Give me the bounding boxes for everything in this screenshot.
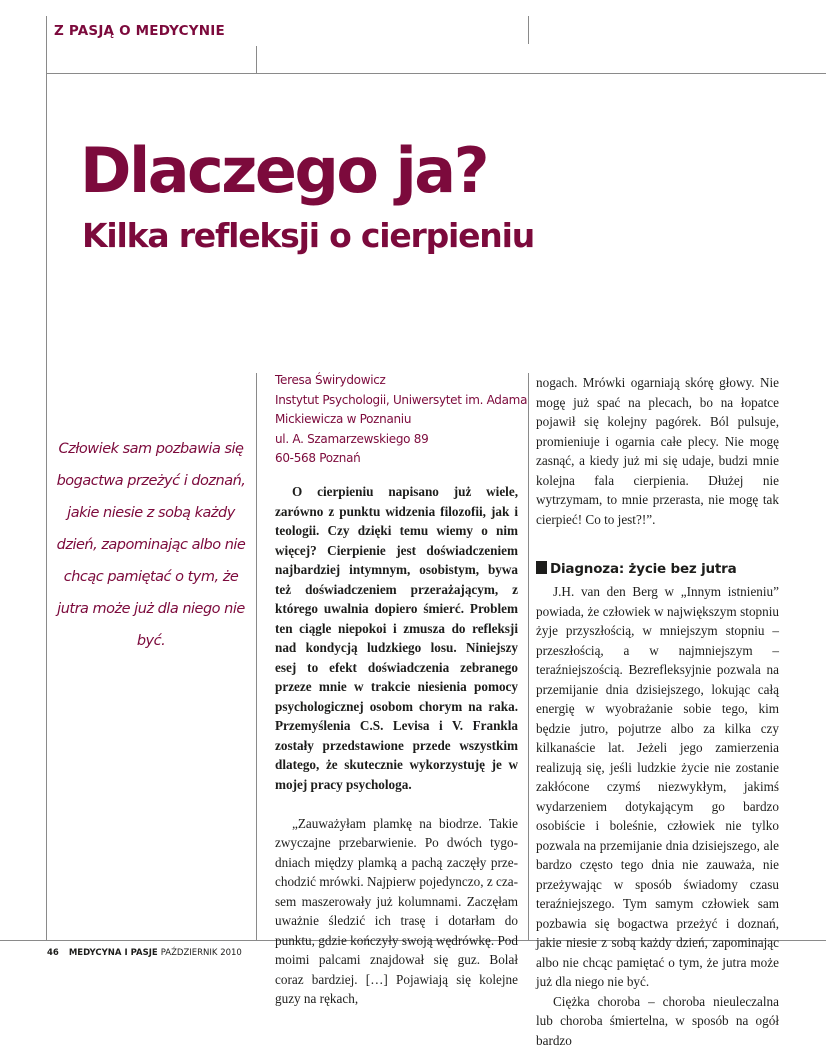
page-footer [47, 948, 242, 958]
body-paragraph-van-den-berg: J.H. van den Berg w „Innym istnieniu” powiada, że człowiek w największym stopniu żyje przyszłością, w mniejszym stopniu – przeszłością, a w najmniejszym – teraźniejszością. Bezrefleksyjnie pozwala na przemijanie dnia dzisiejszego, lokując całą energię w wyobrażanie sobie tego, kim będzie jutro, pojutrze albo za kilka czy kilkanaście lat. Jeżeli jego zamierzenia realizują się, jeśli ludzkie życie nie zostanie zakłócone czymś niezwykłym, jakimś wydarzeniem dotykającym go bardzo osobiście i boleśnie, człowiek nie tylko pozwala na przemijanie dnia dzisiejszego, ale bardzo często tego dnia nie zauważa, nie przeżywając w sposób świadomy czasu teraźniejszego. Tym samym człowiek sam pozbawia się bogactwa przeżyć i doznań, jakie niesie z sobą każdy dzień, zapominając albo nie chcąc pamiętać o tym, że jutra może już dla niego nie być. [536, 582, 779, 992]
square-bullet-icon [536, 561, 547, 574]
body-paragraph-quote: „Zauważyłam plamkę na biodrze. Takie zwyczajne przebarwienie. Po dwóch tygodniach między plamką a pachą zaczęły przechodzić mrówki. Najpierw pojedynczo, z czasem maszerowały już kolumnami. Zaczęłam uważnie śledzić ich trasę i dotarłam do punktu, gdzie kończyły swoją wędrówkę. Pod moimi palcami znajdował się guz. Bolał coraz bardziej. […] Pojawiają się kolejne guzy na rękach, [275, 814, 518, 1009]
pull-quote: Człowiek sam pozbawia się bogactwa przeżyć i doznań, jakie niesie z sobą każdy dzień, zapominając albo nie chcąc pamiętać o tym, że jutra może już dla niego nie być. [47, 433, 255, 657]
page-number: 46 [47, 948, 59, 958]
middle-column [275, 482, 518, 1009]
column-divider-1 [256, 373, 257, 941]
header-divider-2 [528, 16, 529, 44]
section-heading-text: Diagnoza: życie bez jutra [550, 561, 737, 577]
header-divider-1 [256, 46, 257, 74]
article-title: Dlaczego ja? [80, 132, 487, 210]
header-rule [46, 73, 826, 74]
body-paragraph-continued: nogach. Mrówki ogarniają skórę głowy. Nie mogę już spać na plecach, bo na łopatce pojawił się kolejny pagórek. Ból pulsuje, promieniuje i ogarnia całe plecy. Nie mogę zasnąć, a kiedy już mi się udaje, budzi mnie kolejna fala cierpienia. Dłużej nie wytrzymam, to mnie przerasta, nie mogę tak cierpieć! Co to jest?!”. [536, 373, 779, 529]
section-heading [536, 560, 779, 578]
body-paragraph-illness: Ciężka choroba – choroba nieuleczalna lub choroba śmiertelna, w sposób na ogół bardzo [536, 992, 779, 1050]
author-affiliation-line-2: Mickiewicza w Poznaniu [275, 410, 525, 430]
footer-issue: PAŹDZIERNIK 2010 [161, 948, 242, 958]
right-column [536, 373, 779, 1050]
author-affiliation-line-1: Instytut Psychologii, Uniwersytet im. Adama [275, 391, 525, 411]
footer-magazine: MEDYCYNA I PASJE [69, 948, 158, 958]
column-divider-2 [528, 373, 529, 941]
author-postal: 60-568 Poznań [275, 449, 525, 469]
article-subtitle: Kilka refleksji o cierpieniu [82, 214, 534, 258]
lead-paragraph: O cierpieniu napisano już wiele, zarówno z punktu widzenia filozofii, jak i teologii. Czy dzięki temu wiemy o nim więcej? Cierpienie jest doświadczeniem najbardziej intymnym, osobistym, bywa też doświadczeniem przerażającym, z którego uwalnia dopiero śmierć. Problem ten ciągle niepokoi i zmusza do refleksji nad kondycją ludzkiego losu. Niniejszy esej to efekt doświadczenia zebranego przeze mnie w trakcie niesienia pomocy psychologicznej osobom chorym na raka. Przemyślenia C.S. Levisa i V. Frankla zostały przedstawione przede wszystkim dlatego, że skutecznie wykorzystuję je w mojej pracy psychologa. [275, 482, 518, 794]
author-street: ul. A. Szamarzewskiego 89 [275, 430, 525, 450]
author-name: Teresa Świrydowicz [275, 371, 525, 391]
section-label: Z PASJĄ O MEDYCYNIE [54, 23, 225, 39]
author-block [275, 371, 525, 469]
